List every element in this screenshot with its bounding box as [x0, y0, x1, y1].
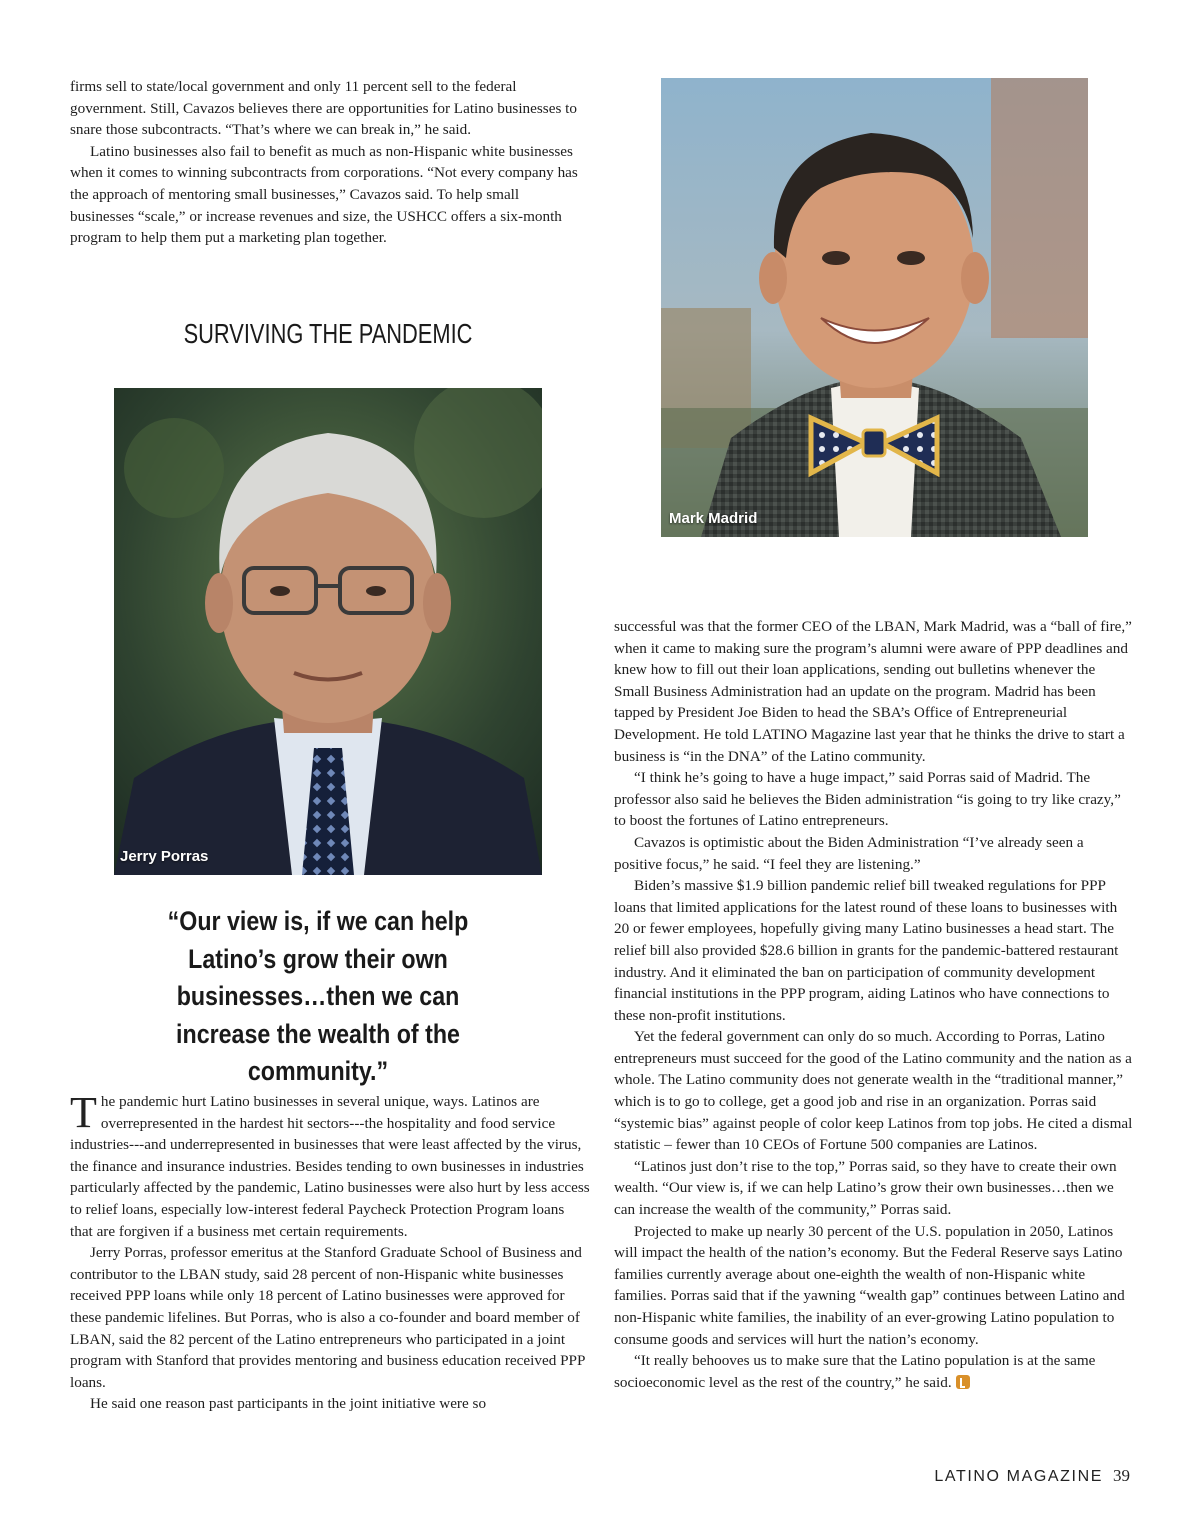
- paragraph: Yet the federal government can only do so much. According to Porras, Latino entrepreneurs must succeed for the good of the Latino community and the nation as a whole. The Latino community does not generate wealth in the “traditional manner,” which is to go to college, get a good job and rise in an organization. Porras said “systemic bias” against people of color keep Latinos from top jobs. He cited a dismal statistic – fewer than 10 CEOs of Fortune 500 companies are Latinos.: [614, 1028, 1133, 1154]
- end-mark-icon: [956, 1375, 970, 1389]
- paragraph: Latino businesses also fail to benefit as much as non-Hispanic white businesses when it comes to winning subcontracts from corporations. “Not every company has the approach of mentoring small businesses,” Cavazos said. To help small businesses “scale,” or increase revenues and size, the USHCC offers a six-month program to help them put a marketing plan together.: [70, 142, 578, 247]
- paragraph: “I think he’s going to have a huge impact,” said Porras said of Madrid. The professor also said he believes the Biden administration “is going to try like crazy,” to boost the fortunes of Latino entrepreneurs.: [614, 769, 1121, 830]
- paragraph: “Latinos just don’t rise to the top,” Porras said, so they have to create their own wealth. “Our view is, if we can help Latino’s grow their own businesses…then we can increase the wealth of the community,” Porras said.: [614, 1157, 1117, 1219]
- paragraph-text: “It really behooves us to make sure that the Latino population is at the same socioeconomic level as the rest of the country,” he said.: [614, 1352, 1096, 1391]
- paragraph: successful was that the former CEO of the LBAN, Mark Madrid, was a “ball of fire,” when it came to making sure the program’s alumni were aware of PPP deadlines and knew how to fill out their loan applications, sending out bulletins whenever the Small Business Administration had an update on the program. Madrid has been tapped by President Joe Biden to head the SBA’s Office of Entrepreneurial Development. He told LATINO Magazine last year that he thinks the drive to start a business is “in the DNA” of the Latino community.: [614, 618, 1132, 765]
- portrait-illustration: [661, 78, 1088, 537]
- photo-caption: Jerry Porras: [120, 848, 209, 865]
- portrait-illustration: [114, 388, 542, 875]
- right-column: [614, 616, 1134, 1393]
- paragraph: Jerry Porras, professor emeritus at the Stanford Graduate School of Business and contributor to the LBAN study, said 28 percent of non-Hispanic white businesses received PPP loans while only 18 percent of Latino businesses were approved for these pandemic lifelines. But Porras, who is also a co-founder and board member of LBAN, said the 82 percent of the Latino entrepreneurs who participated in a joint program with Stanford that provides mentoring and business education received PPP loans.: [70, 1244, 585, 1391]
- paragraph: Cavazos is optimistic about the Biden Administration “I’ve already seen a positive focus,” he said. “I feel they are listening.”: [614, 833, 1084, 873]
- pull-quote: “Our view is, if we can help Latino’s grow their own businesses…then we can increase the wealth of the community.”: [167, 906, 469, 1086]
- paragraph: [70, 1088, 590, 1242]
- photo-mark-madrid: [661, 78, 1088, 537]
- photo-jerry-porras: [114, 388, 542, 875]
- photo-caption: Mark Madrid: [669, 510, 758, 527]
- paragraph: firms sell to state/local government and only 11 percent sell to the federal government. Still, Cavazos believes there are opportunities for Latino businesses to snare those subcontracts. “That’s where we can break in,” he said.: [70, 78, 577, 139]
- page-number: 39: [1113, 1466, 1130, 1485]
- paragraph: Biden’s massive $1.9 billion pandemic relief bill tweaked regulations for PPP loans that limited applications for the latest round of these loans to businesses with 20 or fewer employees, hopefully giving many Latino businesses a head start. The relief bill also provided $28.6 billion in grants for the pandemic-battered restaurant industry. And it eliminated the ban on participation of community development financial institutions in the PPP program, aiding Latinos who have connections to these non-profit institutions.: [614, 877, 1119, 1024]
- paragraph-text: he pandemic hurt Latino businesses in several unique, ways. Latinos are overrepresented in the hardest hit sectors---the hospitality and food service industries---and underrepresented in businesses that were least affected by the virus, the finance and insurance industries. Besides tending to own businesses in industries particularly affected by the pandemic, Latino businesses were also hurt by less access to relief loans, especially low-interest federal Paycheck Protection Program loans that are forgiven if a business met certain requirements.: [70, 1093, 590, 1240]
- magazine-name: LATINO MAGAZINE: [934, 1468, 1103, 1485]
- paragraph: Projected to make up nearly 30 percent of the U.S. population in 2050, Latinos will impact the health of the nation’s economy. But the Federal Reserve says Latino families currently average about one-eighth the wealth of non-Hispanic white families. Porras said that if the yawning “wealth gap” continues between Latino and non-Hispanic white families, the inability of an ever-growing Latino population to consume goods and services will hurt the nation’s economy.: [614, 1222, 1125, 1348]
- section-heading: SURVIVING THE PANDEMIC: [183, 318, 473, 349]
- page-footer: [934, 1466, 1130, 1486]
- top-left-column: [70, 76, 580, 249]
- paragraph: [614, 1350, 1134, 1393]
- bottom-left-column: [70, 1088, 590, 1415]
- paragraph: He said one reason past participants in the joint initiative were so: [90, 1395, 487, 1413]
- drop-cap: T: [70, 1088, 97, 1137]
